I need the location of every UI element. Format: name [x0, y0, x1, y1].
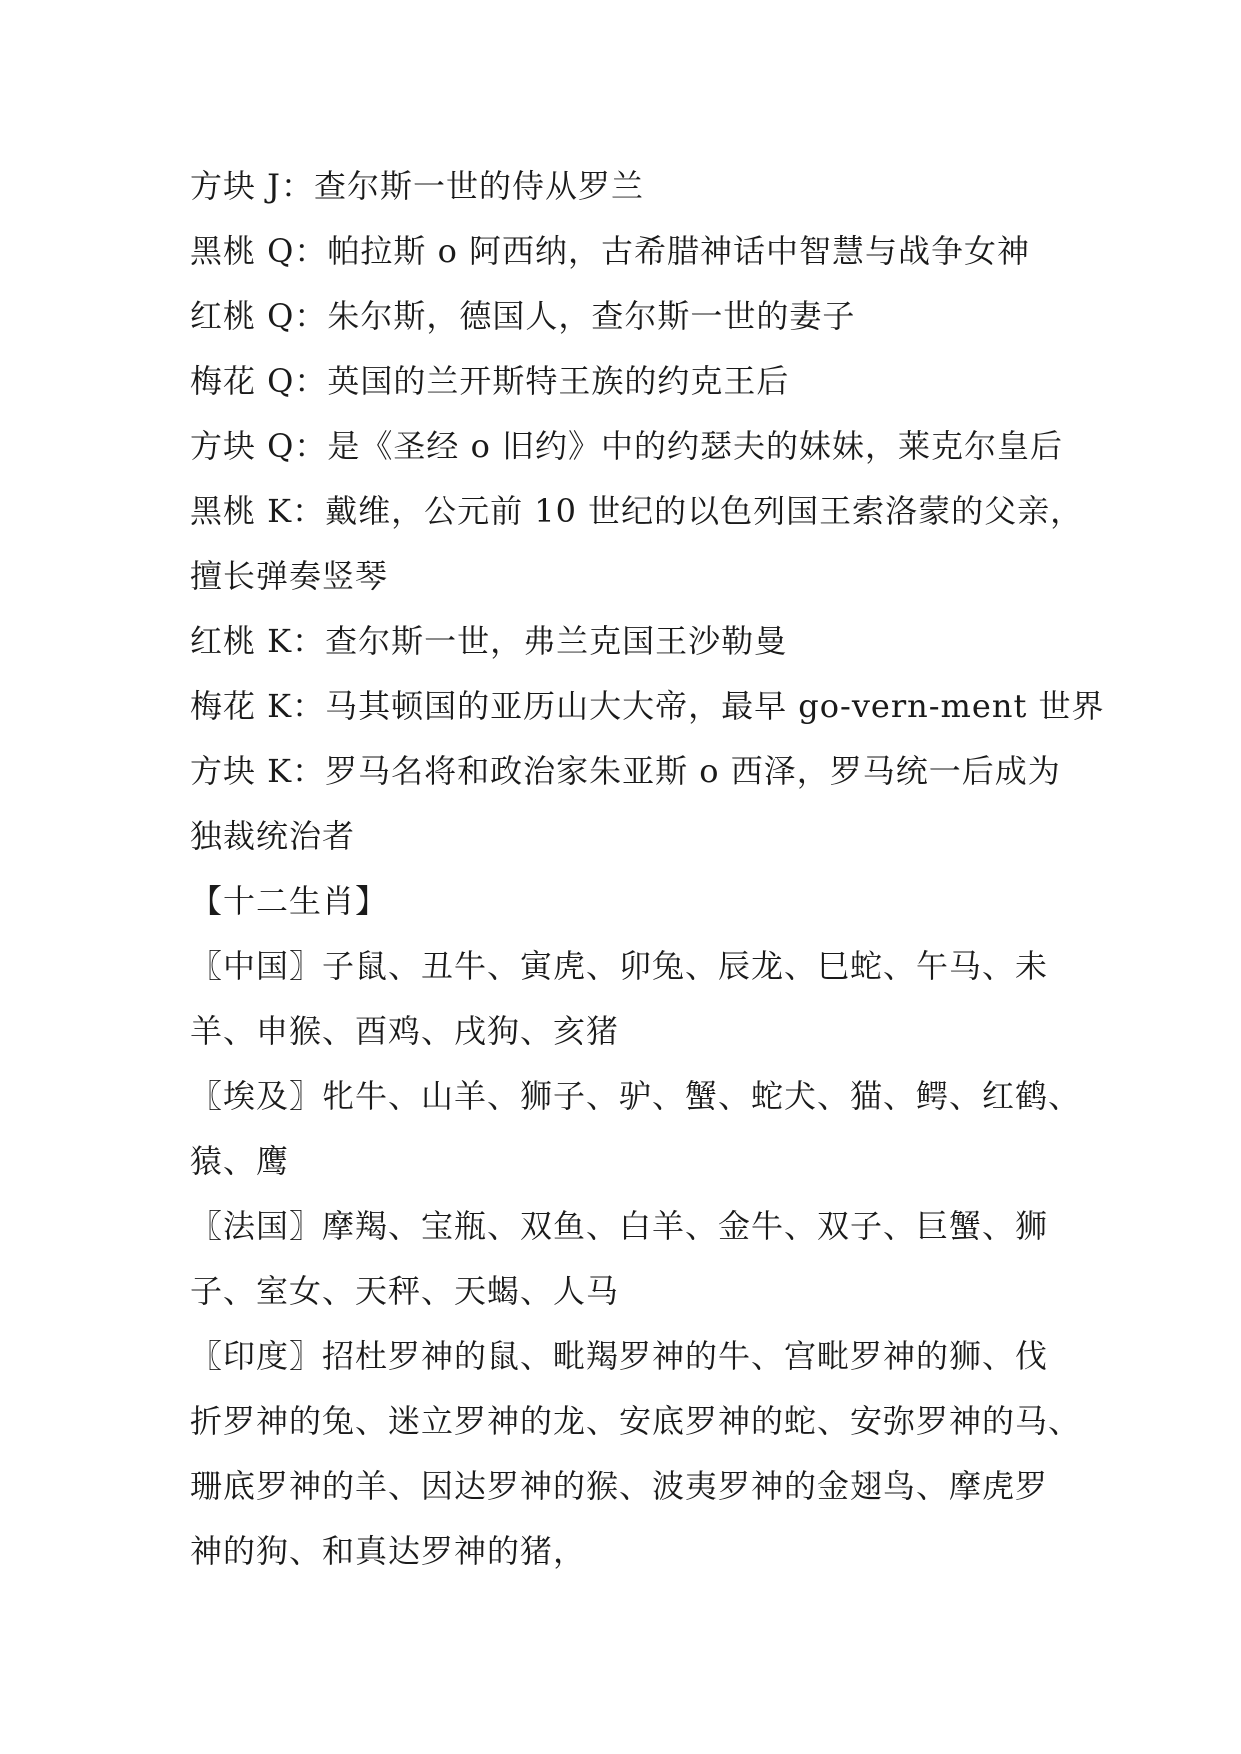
text-line-egypt-cont: 猿、鹰 [190, 1142, 290, 1180]
text-line-heart-q: 红桃 Q：朱尔斯，德国人，查尔斯一世的妻子 [190, 297, 856, 335]
text-line-diamond-j: 方块 J：查尔斯一世的侍从罗兰 [190, 167, 645, 205]
text-line-india-cont-1: 折罗神的兔、迷立罗神的龙、安底罗神的蛇、安弥罗神的马、 [190, 1402, 1082, 1440]
text-line-china: 〖中国〗子鼠、丑牛、寅虎、卯兔、辰龙、巳蛇、午马、未 [190, 947, 1049, 985]
text-line-france-cont: 子、室女、天秤、天蝎、人马 [190, 1272, 620, 1310]
text-line-india-cont-2: 珊底罗神的羊、因达罗神的猴、波夷罗神的金翅鸟、摩虎罗 [190, 1467, 1049, 1505]
text-line-diamond-k-cont: 独裁统治者 [190, 817, 356, 855]
text-line-heart-k: 红桃 K：查尔斯一世，弗兰克国王沙勒曼 [190, 622, 788, 660]
text-line-china-cont: 羊、申猴、酉鸡、戌狗、亥猪 [190, 1012, 620, 1050]
document-page [190, 154, 1105, 1584]
text-line-spade-q: 黑桃 Q：帕拉斯 o 阿西纳，古希腊神话中智慧与战争女神 [190, 232, 1031, 270]
text-line-diamond-k: 方块 K：罗马名将和政治家朱亚斯 o 西泽，罗马统一后成为 [190, 752, 1061, 790]
text-line-diamond-q: 方块 Q：是《圣经 o 旧约》中的约瑟夫的妹妹，莱克尔皇后 [190, 427, 1064, 465]
section-heading-zodiac: 【十二生肖】 [190, 882, 389, 920]
text-line-india: 〖印度〗招杜罗神的鼠、毗羯罗神的牛、宫毗罗神的狮、伐 [190, 1337, 1049, 1375]
text-line-india-cont-3: 神的狗、和真达罗神的猪， [190, 1532, 587, 1570]
text-line-egypt: 〖埃及〗牝牛、山羊、狮子、驴、蟹、蛇犬、猫、鳄、红鹤、 [190, 1077, 1082, 1115]
text-line-spade-k: 黑桃 K：戴维，公元前 10 世纪的以色列国王索洛蒙的父亲， [190, 492, 1084, 530]
text-line-spade-k-cont: 擅长弹奏竖琴 [190, 557, 389, 595]
text-line-france: 〖法国〗摩羯、宝瓶、双鱼、白羊、金牛、双子、巨蟹、狮 [190, 1207, 1049, 1245]
text-line-club-k: 梅花 K：马其顿国的亚历山大大帝，最早 go-vern-ment 世界 [190, 687, 1105, 725]
text-line-club-q: 梅花 Q：英国的兰开斯特王族的约克王后 [190, 362, 790, 400]
